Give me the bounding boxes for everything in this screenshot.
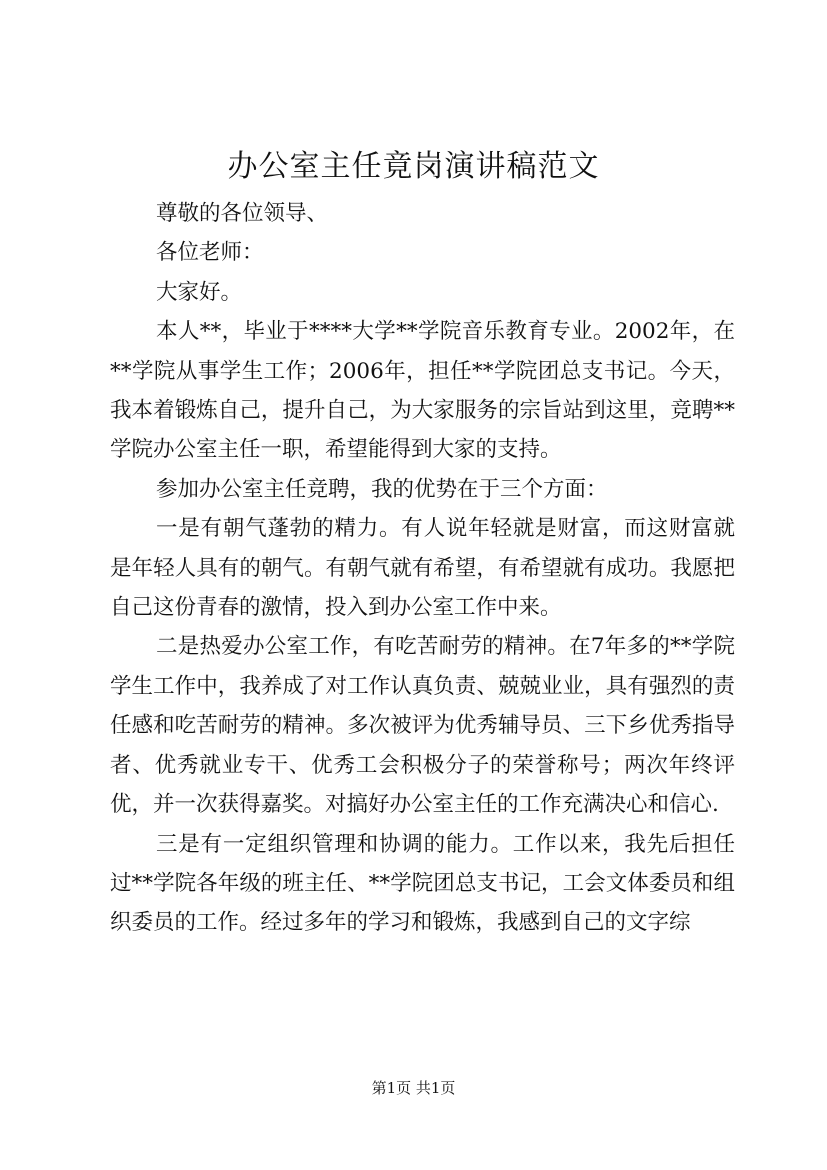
paragraph-greeting: 大家好。 <box>156 279 243 305</box>
page-number-footer: 第1页 共1页 <box>371 1079 456 1097</box>
paragraph-introduction: 本人**，毕业于****大学**学院音乐教育专业。2002年，在**学院从事学生工作；2006年，担任**学院团总支书记。今天，我本着锻炼自己，提升自己，为大家服务的宗旨站到这里，竞聘**学院办公室主任一职，希望能得到大家的支持。 <box>110 319 735 463</box>
paragraph-salutation-leaders: 尊敬的各位领导、 <box>156 201 329 226</box>
paragraph-advantages-intro: 参加办公室主任竞聘，我的优势在于三个方面： <box>156 476 608 502</box>
paragraph-advantage-one: 一是有朝气蓬勃的精力。有人说年轻就是财富，而这财富就是年轻人具有的朝气。有朝气就有希望，有希望就有成功。我愿把自己这份青春的激情，投入到办公室工作中来。 <box>110 516 735 621</box>
paragraph-advantage-two: 二是热爱办公室工作，有吃苦耐劳的精神。在7年多的**学院学生工作中，我养成了对工作认真负责、兢兢业业，具有强烈的责任感和吃苦耐劳的精神。多次被评为优秀辅导员、三下乡优秀指导者、优秀就业专干、优秀工会积极分子的荣誉称号；两次年终评优，并一次获得嘉奖。对搞好办公室主任的工作充满决心和信心. <box>110 634 735 818</box>
document-title: 办公室主任竟岗演讲稿范文 <box>227 149 600 184</box>
document-body <box>110 194 735 943</box>
paragraph-salutation-teachers: 各位老师： <box>156 240 264 266</box>
paragraph-advantage-three: 三是有一定组织管理和协调的能力。工作以来，我先后担任过**学院各年级的班主任、**学院团总支书记，工会文体委员和组织委员的工作。经过多年的学习和锻炼，我感到自己的文字综 <box>110 831 735 936</box>
